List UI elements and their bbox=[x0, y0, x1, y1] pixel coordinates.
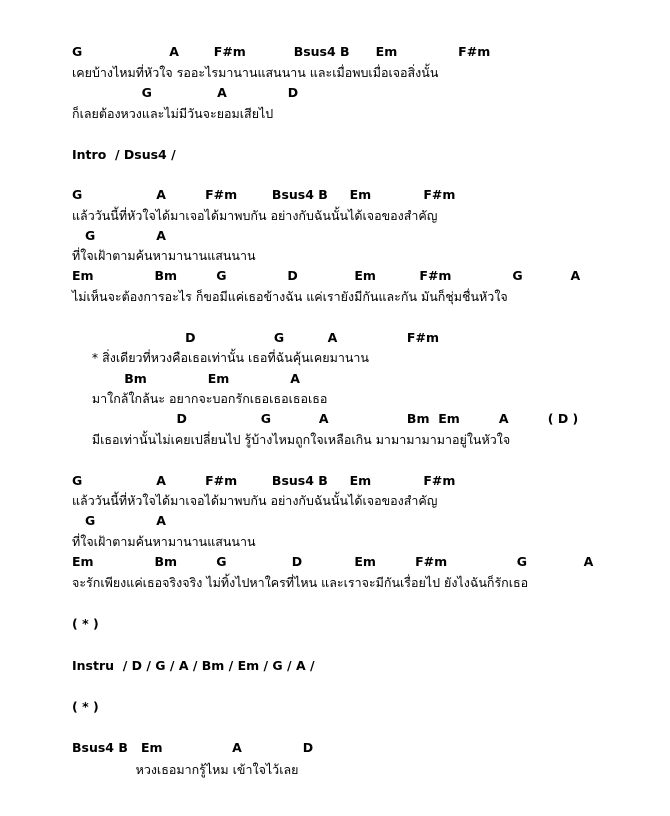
chord-line: G A F#m Bsus4 B Em F#m bbox=[72, 44, 491, 59]
lyric-line: ที่ใจเฝ้าตามค้นหามานานแสนนาน bbox=[72, 534, 256, 549]
chorus-repeat-label: ( * ) bbox=[72, 616, 99, 631]
chorus-lyric-line: มีเธอเท่านั้นไม่เคยเปลี่ยนไป รู้บ้างไหมถูกใจเหลือเกิน มามามามามาอยู่ในหัวใจ bbox=[72, 432, 511, 447]
lyric-line: หวงเธอมากรู้ไหม เข้าใจไว้เลย bbox=[72, 762, 299, 777]
chord-line: G A F#m Bsus4 B Em F#m bbox=[72, 473, 456, 488]
lyric-line: จะรักเพียงแค่เธอจริงจริง ไม่ทิ้งไปหาใครที่ไหน และเราจะมีกันเรื่อยไป ยังไงฉันก็รักเธอ bbox=[72, 575, 529, 590]
chorus-repeat-label: ( * ) bbox=[72, 699, 99, 714]
lyric-line: ก็เลยต้องหวงและไม่มีวันจะยอมเสียไป bbox=[72, 106, 274, 121]
chord-line: G A F#m Bsus4 B Em F#m bbox=[72, 187, 456, 202]
lyric-line: ที่ใจเฝ้าตามค้นหามานานแสนนาน bbox=[72, 248, 256, 263]
lyric-line: ไม่เห็นจะต้องการอะไร ก็ขอมีแค่เธอข้างฉัน แค่เรายังมีกันและกัน มันก็ชุ่มชื่นหัวใจ bbox=[72, 289, 508, 304]
chord-line: G A D bbox=[72, 85, 299, 100]
chord-line: Em Bm G D Em F#m G A bbox=[72, 268, 581, 283]
chord-line: D G A F#m bbox=[72, 330, 439, 345]
instru-label: Instru / D / G / A / Bm / Em / G / A / bbox=[72, 658, 315, 673]
lyric-line: แล้ววันนี้ที่หัวใจได้มาเจอได้มาพบกัน อย่างกับฉันนั้นได้เจอของสำคัญ bbox=[72, 493, 438, 508]
chord-line: G A bbox=[72, 228, 166, 243]
lyric-line: แล้ววันนี้ที่หัวใจได้มาเจอได้มาพบกัน อย่างกับฉันนั้นได้เจอของสำคัญ bbox=[72, 208, 438, 223]
chord-line: Em Bm G D Em F#m G A bbox=[72, 554, 594, 569]
intro-label: Intro / Dsus4 / bbox=[72, 147, 176, 162]
chord-line: D G A Bm Em A ( D ) bbox=[72, 411, 579, 426]
chord-line: G A bbox=[72, 513, 166, 528]
chorus-lyric-line: มาใกล้ใกล้นะ อยากจะบอกรักเธอเธอเธอเธอ bbox=[72, 391, 328, 406]
chord-line: Bsus4 B Em A D bbox=[72, 740, 314, 755]
chord-line: Bm Em A bbox=[72, 371, 300, 386]
lyric-line: เคยบ้างไหมที่หัวใจ รออะไรมานานแสนนาน และเมื่อพบเมื่อเจอสิ่งนั้น bbox=[72, 65, 439, 80]
chorus-lyric-line: * สิ่งเดียวที่หวงคือเธอเท่านั้น เธอที่ฉันคุ้นเคยมานาน bbox=[72, 350, 369, 365]
